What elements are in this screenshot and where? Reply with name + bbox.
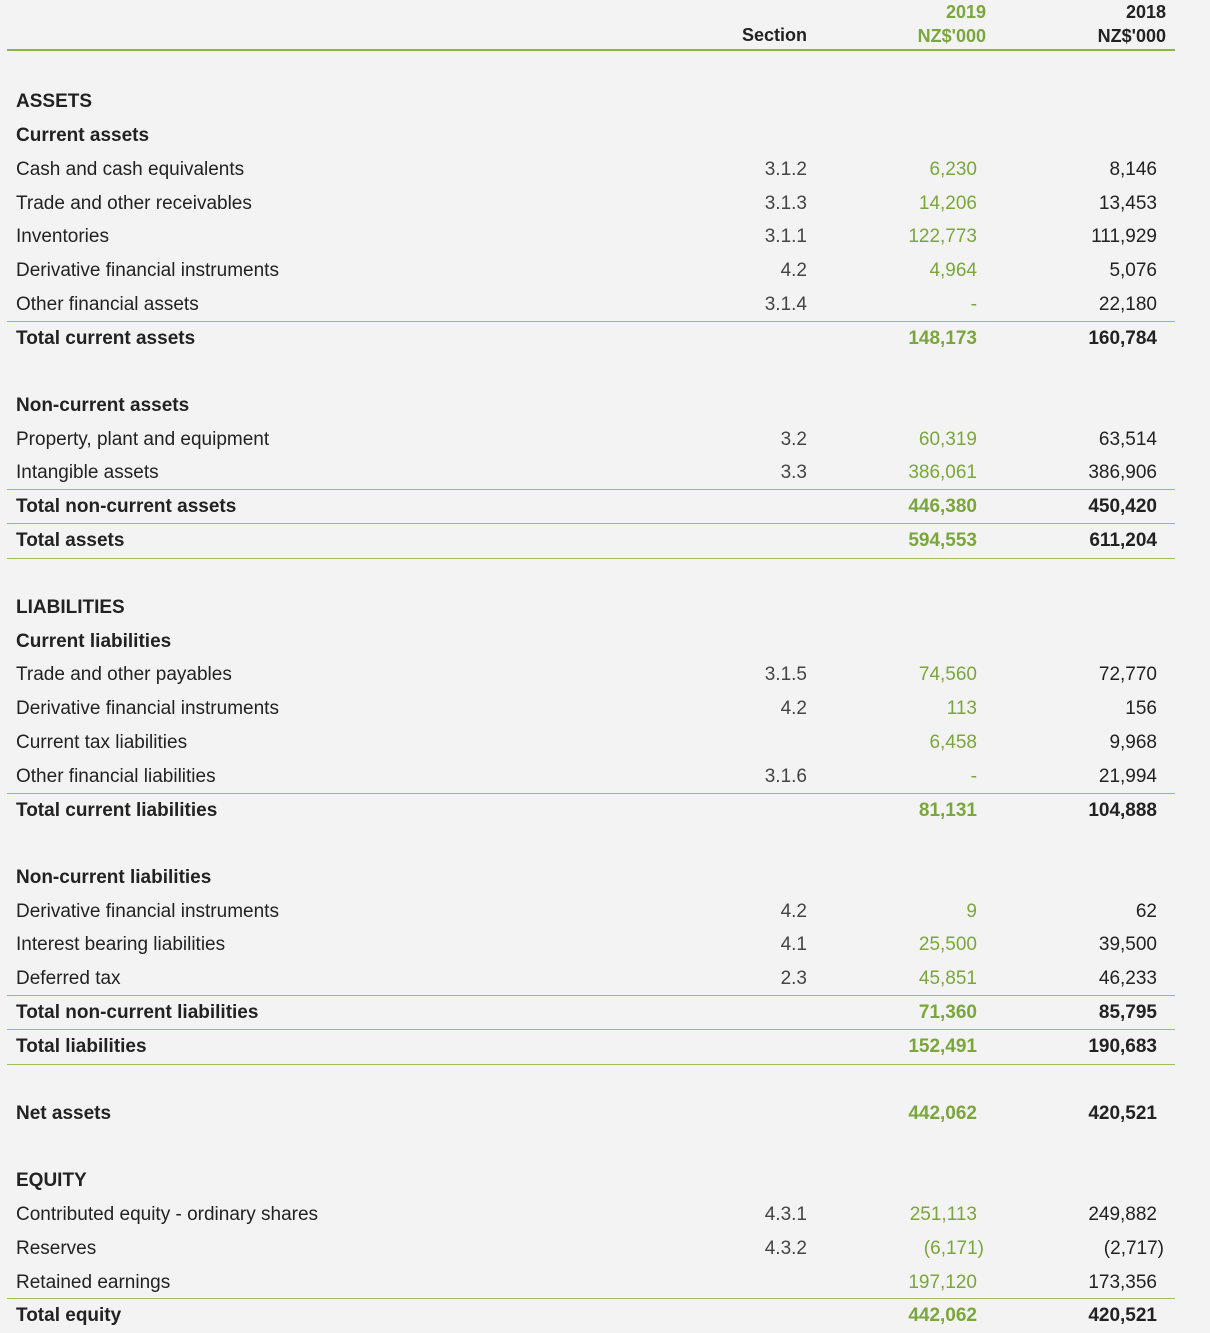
total-row: [7, 523, 1175, 559]
row-label: Total equity: [16, 1305, 122, 1326]
row-label: LIABILITIES: [16, 597, 125, 618]
total-row: [7, 321, 1175, 356]
assets-heading: [7, 85, 1175, 119]
row-value-2018: 46,233: [1098, 968, 1157, 989]
row-label: Contributed equity - ordinary shares: [16, 1204, 319, 1225]
table-row: [7, 288, 1175, 322]
row-label: Inventories: [16, 226, 109, 247]
row-value-2019: 442,062: [908, 1103, 977, 1124]
total-row: [7, 995, 1175, 1030]
row-label: Trade and other receivables: [16, 193, 252, 214]
row-label: Net assets: [16, 1103, 112, 1124]
total-row: [7, 1029, 1175, 1065]
total-row: [7, 489, 1175, 524]
row-section: 4.3.2: [764, 1238, 807, 1259]
row-label: Current tax liabilities: [16, 732, 188, 753]
row-label: Current assets: [16, 125, 150, 146]
equity-heading: [7, 1164, 1175, 1198]
row-label: Total non-current liabilities: [16, 1002, 259, 1023]
row-value-2018: 85,795: [1098, 1002, 1157, 1023]
row-value-2018: 450,420: [1088, 496, 1157, 517]
row-label: Retained earnings: [16, 1272, 171, 1293]
row-value-2019: 594,553: [908, 530, 977, 551]
row-value-2019: 45,851: [918, 968, 977, 989]
row-section: 3.3: [780, 462, 807, 483]
row-value-2018: 420,521: [1088, 1103, 1157, 1124]
row-value-2018: 111,929: [1091, 226, 1157, 247]
row-section: 4.2: [780, 901, 807, 922]
row-value-2018: (2,717): [1103, 1238, 1164, 1259]
row-value-2019: 14,206: [918, 193, 977, 214]
row-value-2019: 25,500: [918, 934, 977, 955]
row-value-2019: 197,120: [908, 1272, 977, 1293]
row-value-2018: 22,180: [1098, 294, 1157, 315]
table-row: [7, 1232, 1175, 1266]
table-row: [7, 456, 1175, 490]
row-value-2018: 21,994: [1098, 766, 1157, 787]
non-current-assets-heading: [7, 389, 1175, 423]
row-section: 3.1.3: [764, 193, 807, 214]
row-label: Total non-current assets: [16, 496, 237, 517]
row-value-2018: 8,146: [1109, 159, 1157, 180]
row-label: Trade and other payables: [16, 664, 232, 685]
row-label: Current liabilities: [16, 631, 172, 652]
row-label: ASSETS: [16, 91, 93, 112]
row-value-2019: 6,230: [929, 159, 977, 180]
row-label: Cash and cash equivalents: [16, 159, 245, 180]
row-section: 3.1.1: [764, 226, 807, 247]
net-assets-row: [7, 1097, 1175, 1131]
table-row: [7, 1198, 1175, 1232]
table-row: [7, 726, 1175, 760]
row-value-2018: 5,076: [1109, 260, 1157, 281]
row-value-2019: 386,061: [908, 462, 977, 483]
year-2019-label: 2019: [945, 2, 986, 22]
table-row: [7, 153, 1175, 187]
row-section: 4.3.1: [764, 1204, 807, 1225]
non-current-liabilities-heading: [7, 861, 1175, 895]
table-row: [7, 760, 1175, 794]
row-value-2019: 81,131: [918, 800, 977, 821]
table-row: [7, 423, 1175, 457]
row-value-2018: 9,968: [1109, 732, 1157, 753]
row-value-2019: 71,360: [918, 1002, 977, 1023]
row-value-2018: 190,683: [1088, 1036, 1157, 1057]
row-value-2018: 63,514: [1098, 429, 1157, 450]
total-row: [7, 1298, 1175, 1333]
row-value-2018: 13,453: [1098, 193, 1157, 214]
table-row: [7, 187, 1175, 221]
row-label: Non-current liabilities: [16, 867, 212, 888]
row-section: 3.1.2: [764, 159, 807, 180]
row-value-2018: 611,204: [1089, 530, 1157, 551]
row-section: 3.1.4: [764, 294, 807, 315]
row-value-2019: 60,319: [918, 429, 977, 450]
header-divider: [7, 49, 1175, 51]
row-label: Total assets: [16, 530, 125, 551]
section-column-header: Section: [741, 25, 807, 45]
row-value-2018: 249,882: [1088, 1204, 1157, 1225]
row-section: 2.3: [780, 968, 807, 989]
row-value-2019: 148,173: [908, 328, 977, 349]
row-value-2019: 113: [946, 698, 977, 719]
row-value-2019: 74,560: [918, 664, 977, 685]
row-label: EQUITY: [16, 1170, 87, 1191]
row-label: Other financial liabilities: [16, 766, 216, 787]
row-section: 3.2: [780, 429, 807, 450]
table-row: [7, 658, 1175, 692]
table-row: [7, 895, 1175, 929]
row-value-2019: 122,773: [908, 226, 977, 247]
current-assets-heading: [7, 119, 1175, 153]
row-label: Total liabilities: [16, 1036, 147, 1057]
unit-2019-label: NZ$'000: [917, 26, 986, 46]
row-section: 4.2: [780, 698, 807, 719]
row-value-2019: 152,491: [908, 1036, 977, 1057]
row-value-2018: 160,784: [1088, 328, 1157, 349]
row-value-2019: 251,113: [909, 1204, 977, 1225]
liabilities-heading: [7, 591, 1175, 625]
table-row: [7, 254, 1175, 288]
row-value-2018: 72,770: [1098, 664, 1157, 685]
row-label: Total current assets: [16, 328, 196, 349]
row-label: Total current liabilities: [16, 800, 218, 821]
table-row: [7, 928, 1175, 962]
row-label: Non-current assets: [16, 395, 190, 416]
row-section: 3.1.5: [764, 664, 807, 685]
row-value-2018: 420,521: [1088, 1305, 1157, 1326]
row-label: Interest bearing liabilities: [16, 934, 226, 955]
year-2018-column-header: [1040, 0, 1166, 48]
table-row: [7, 220, 1175, 254]
row-label: Intangible assets: [16, 462, 159, 483]
total-row: [7, 793, 1175, 828]
row-value-2019: 4,964: [929, 260, 977, 281]
row-label: Derivative financial instruments: [16, 698, 279, 719]
row-label: Reserves: [16, 1238, 97, 1259]
row-value-2018: 39,500: [1098, 934, 1157, 955]
row-section: 3.1.6: [764, 766, 807, 787]
row-value-2018: 104,888: [1088, 800, 1157, 821]
row-value-2019: 446,380: [908, 496, 977, 517]
table-header: [0, 0, 1210, 52]
row-value-2019: (6,171): [923, 1238, 984, 1259]
table-row: [7, 1266, 1175, 1300]
row-value-2019: 9: [966, 901, 977, 922]
row-value-2019: -: [970, 294, 977, 315]
row-label: Other financial assets: [16, 294, 199, 315]
row-label: Derivative financial instruments: [16, 901, 279, 922]
row-section: 4.2: [780, 260, 807, 281]
row-value-2019: 442,062: [908, 1305, 977, 1326]
row-value-2018: 386,906: [1088, 462, 1157, 483]
row-value-2018: 62: [1135, 901, 1157, 922]
row-section: 4.1: [780, 934, 807, 955]
row-label: Property, plant and equipment: [16, 429, 270, 450]
row-label: Deferred tax: [16, 968, 121, 989]
row-value-2019: 6,458: [929, 732, 977, 753]
year-2018-label: 2018: [1125, 2, 1166, 22]
row-value-2019: -: [970, 766, 977, 787]
row-value-2018: 173,356: [1088, 1272, 1157, 1293]
table-row: [7, 962, 1175, 996]
row-value-2018: 156: [1125, 698, 1157, 719]
unit-2018-label: NZ$'000: [1097, 26, 1166, 46]
current-liabilities-heading: [7, 625, 1175, 659]
year-2019-column-header: [860, 0, 986, 48]
row-label: Derivative financial instruments: [16, 260, 279, 281]
table-row: [7, 692, 1175, 726]
